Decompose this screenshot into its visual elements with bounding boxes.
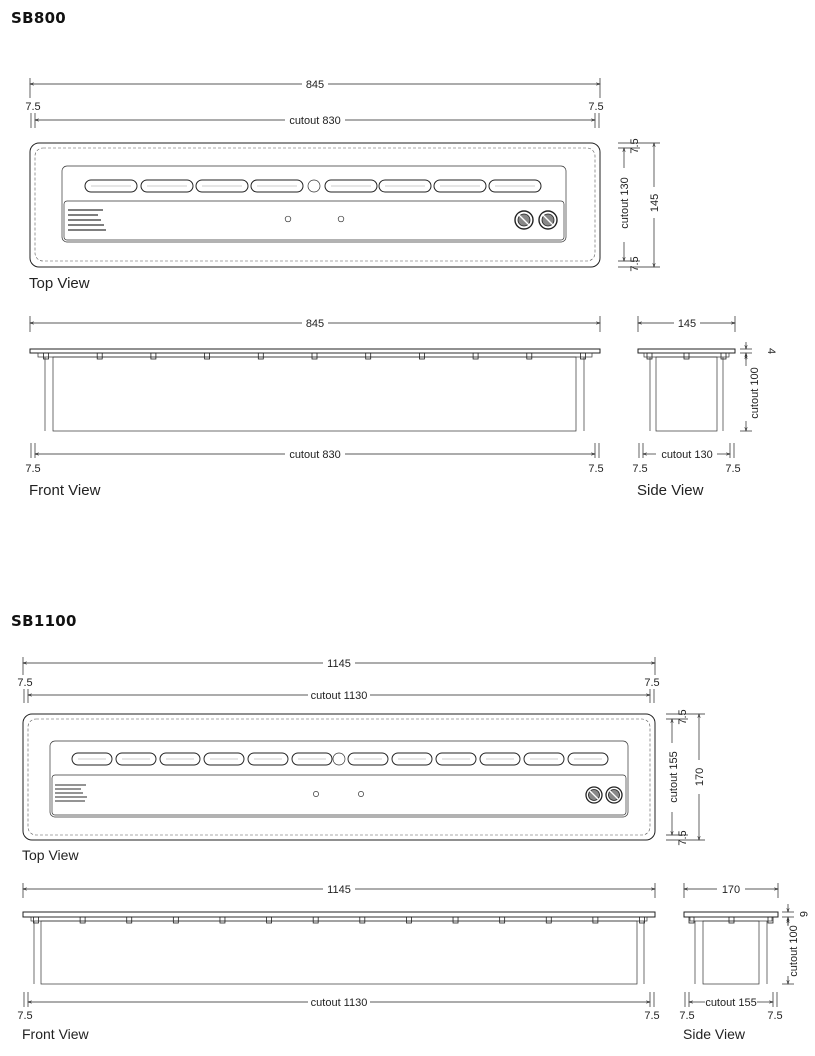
mounting-stud — [473, 353, 478, 359]
dim-margin-right: 7.5 — [644, 1010, 660, 1022]
front-view-label-sb800: Front View — [29, 482, 101, 499]
dim-margin-right: 7.5 — [588, 463, 604, 475]
mounting-studs — [44, 353, 586, 359]
dim-width-overall: 845 — [305, 79, 325, 91]
dim-cutout-depth: cutout 130 — [619, 177, 631, 229]
mounting-stud — [500, 917, 505, 923]
dim-flange: 6 — [797, 910, 809, 918]
dim-depth-overall: 170 — [694, 767, 706, 787]
mounting-studs — [34, 917, 645, 923]
mounting-stud — [546, 917, 551, 923]
dim-margin-right: 7.5 — [725, 463, 741, 475]
mounting-stud — [44, 353, 49, 359]
warning-text-block — [55, 785, 87, 801]
mounting-stud — [593, 917, 598, 923]
dim-cutout-width: cutout 1130 — [310, 690, 368, 702]
mounting-studs — [647, 353, 726, 359]
mounting-stud — [151, 353, 156, 359]
mounting-stud — [127, 917, 132, 923]
mounting-stud — [80, 917, 85, 923]
mounting-stud — [366, 353, 371, 359]
mounting-stud — [406, 917, 411, 923]
burner-slots — [85, 180, 541, 192]
burner-slots — [72, 753, 608, 765]
dim-margin-left: 7.5 — [17, 1010, 33, 1022]
flame-sensor-icon — [333, 753, 345, 765]
screw-icon — [313, 791, 318, 796]
top-view-label-sb1100: Top View — [22, 847, 79, 863]
dim-cutout-width: cutout 830 — [289, 115, 341, 127]
dim-cutout-height: cutout 100 — [788, 925, 800, 977]
dim-margin-right: 7.5 — [644, 677, 660, 689]
dim-depth-overall: 170 — [721, 884, 741, 896]
dim-margin-left: 7.5 — [25, 101, 41, 113]
mounting-stud — [312, 353, 317, 359]
mounting-studs — [689, 917, 773, 923]
dim-depth-overall: 145 — [649, 193, 661, 213]
control-knob-icon — [539, 211, 557, 229]
mounting-stud — [419, 353, 424, 359]
dim-cutout-depth: cutout 155 — [668, 751, 680, 803]
dim-width-overall: 1145 — [327, 658, 351, 670]
side-view-label-sb800: Side View — [637, 482, 704, 499]
mounting-stud — [453, 917, 458, 923]
mounting-stud — [97, 353, 102, 359]
flame-sensor-icon — [308, 180, 320, 192]
front-view-label-sb1100: Front View — [22, 1026, 89, 1042]
dim-margin-left: 7.5 — [25, 463, 41, 475]
sb800-front-view — [25, 316, 603, 475]
dim-margin-left: 7.5 — [679, 1010, 695, 1022]
model-title-sb1100: SB1100 — [11, 612, 77, 630]
dim-margin-right: 7.5 — [767, 1010, 783, 1022]
dim-margin-left: 7.5 — [632, 463, 648, 475]
dim-depth-margin-top: 7.5 — [677, 709, 689, 725]
mounting-stud — [173, 917, 178, 923]
control-knob-icon — [606, 787, 622, 803]
sb1100-front-view — [17, 883, 659, 1022]
dim-depth-margin-bottom: 7.5 — [629, 256, 641, 272]
dim-cutout-width: cutout 1130 — [310, 997, 368, 1009]
sb1100-top-view — [17, 657, 706, 846]
control-knob-icon — [586, 787, 602, 803]
mounting-stud — [581, 353, 586, 359]
dim-width-overall: 845 — [305, 318, 325, 330]
dim-depth-margin-bottom: 7.5 — [677, 830, 689, 846]
dim-cutout-depth: cutout 130 — [661, 449, 713, 461]
control-knob-icon — [515, 211, 533, 229]
sb800-side-view — [632, 316, 777, 475]
mounting-stud — [360, 917, 365, 923]
dim-cutout-depth: cutout 155 — [705, 997, 757, 1009]
mounting-stud — [527, 353, 532, 359]
dim-width-overall: 1145 — [327, 884, 351, 896]
dim-depth-overall: 145 — [677, 318, 697, 330]
dim-margin-right: 7.5 — [588, 101, 604, 113]
mounting-stud — [220, 917, 225, 923]
dim-margin-left: 7.5 — [17, 677, 33, 689]
screw-icon — [285, 216, 291, 222]
screw-icon — [358, 791, 363, 796]
mounting-stud — [258, 353, 263, 359]
mounting-stud — [313, 917, 318, 923]
mounting-stud — [267, 917, 272, 923]
side-view-label-sb1100: Side View — [683, 1026, 746, 1042]
screw-icon — [338, 216, 344, 222]
top-view-label-sb800: Top View — [29, 275, 90, 292]
dim-cutout-height: cutout 100 — [749, 367, 761, 419]
dim-flange: 4 — [765, 347, 777, 355]
mounting-stud — [205, 353, 210, 359]
sb1100-side-view — [679, 883, 809, 1022]
sb800-top-view — [25, 78, 661, 272]
warning-text-block — [68, 210, 106, 230]
dim-depth-margin-top: 7.5 — [629, 138, 641, 154]
dim-cutout-width: cutout 830 — [289, 449, 341, 461]
model-title-sb800: SB800 — [11, 9, 67, 27]
